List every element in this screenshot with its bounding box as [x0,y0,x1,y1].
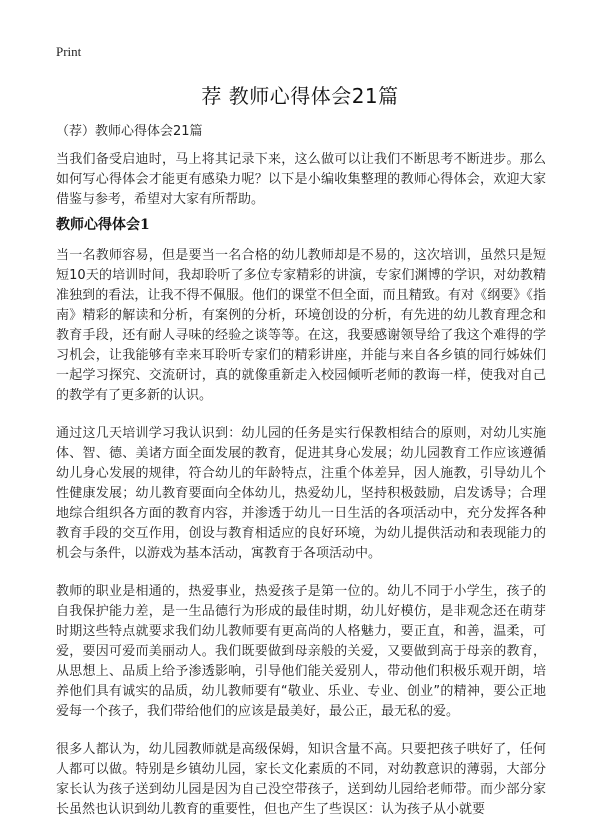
body-paragraph-2: 通过这几天培训学习我认识到：幼儿园的任务是实行保教相结合的原则，对幼儿实施体、智、德、美诸方面全面发展的教育，促进其身心发展；幼儿园教育工作应该遵循幼儿身心发展的规律，符合幼儿的年龄特点，注重个体差异，因人施教，引导幼儿个性健康发展；幼儿教育要面向全体幼儿，热爱幼儿，坚持积极鼓励，启发诱导；合理地综合组织各方面的教育内容，并渗透于幼儿一日生活的各项活动中，充分发挥各种教育手段的交互作用，创设与教育相适应的良好环境，为幼儿提供活动和表现能力的机会与条件，以游戏为基本活动，寓教育于各项活动中。 [56,426,546,561]
intro-paragraph: 当我们备受启迪时，马上将其记录下来，这么做可以让我们不断思考不断进步。那么如何写心得体会才能更有感染力呢？以下是小编收集整理的教师心得体会，欢迎大家借鉴与参考，希望对大家有所帮助。 [56,152,546,207]
document-subtitle: （荐）教师心得体会21篇 [56,124,203,139]
body-paragraph-4: 很多人都认为，幼儿园教师就是高级保姆，知识含量不高。只要把孩子哄好了，任何人都可以做。特别是乡镇幼儿园，家长文化素质的不同，对幼教意识的薄弱，大部分家长认为孩子送到幼儿园是因为自己没空带孩子，送到幼儿园给老师带。而少部分家长虽然也认识到幼儿教育的重要性，但也产生了些误区：认为孩子从小就要 [56,742,546,817]
body-paragraph-1: 当一名教师容易，但是要当一名合格的幼儿教师却是不易的，这次培训，虽然只是短短10天的培训时间，我却聆听了多位专家精彩的讲演，专家们渊博的学识，对幼教精准独到的看法，让我不得不佩服。他们的课堂不但全面，而且精致。有对《纲要》《指南》精彩的解读和分析，有案例的分析，环境创设的分析，有先进的幼儿教育理念和教育手段，还有耐人寻味的经验之谈等等。在这，我要感谢领导给了我这个难得的学习机会，让我能够有幸来耳聆听专家们的精彩讲座，并能与来自各乡镇的同行姊妹们一起学习探究、交流研讨，真的就像重新走入校园倾听老师的教诲一样，使我对自己的教学有了更多新的认识。 [56,248,546,403]
section-heading: 教师心得体会1 [56,217,150,233]
body-paragraph-3: 教师的职业是相通的，热爱事业，热爱孩子是第一位的。幼儿不同于小学生，孩子的自我保护能力差，是一生品德行为形成的最佳时期，幼儿好模仿，是非观念还在萌芽时期这些特点就要求我们幼儿教师要有更高尚的人格魅力，要正直，和善，温柔，可爱，要因可爱而美丽动人。我们既要做到母亲般的关爱，又要做到高于母亲的教育，从思想上、品质上给予渗透影响，引导他们能关爱别人，带动他们积极乐观开朗，培养他们具有诚实的品质，幼儿教师要有“敬业、乐业、专业、创业”的精神，要公正地爱每一个孩子，我们带给他们的应该是最美好，最公正，最无私的爱。 [56,584,546,719]
document-title: 荐 教师心得体会21篇 [201,84,399,108]
section-body [56,246,546,828]
print-label: Print [56,44,82,59]
